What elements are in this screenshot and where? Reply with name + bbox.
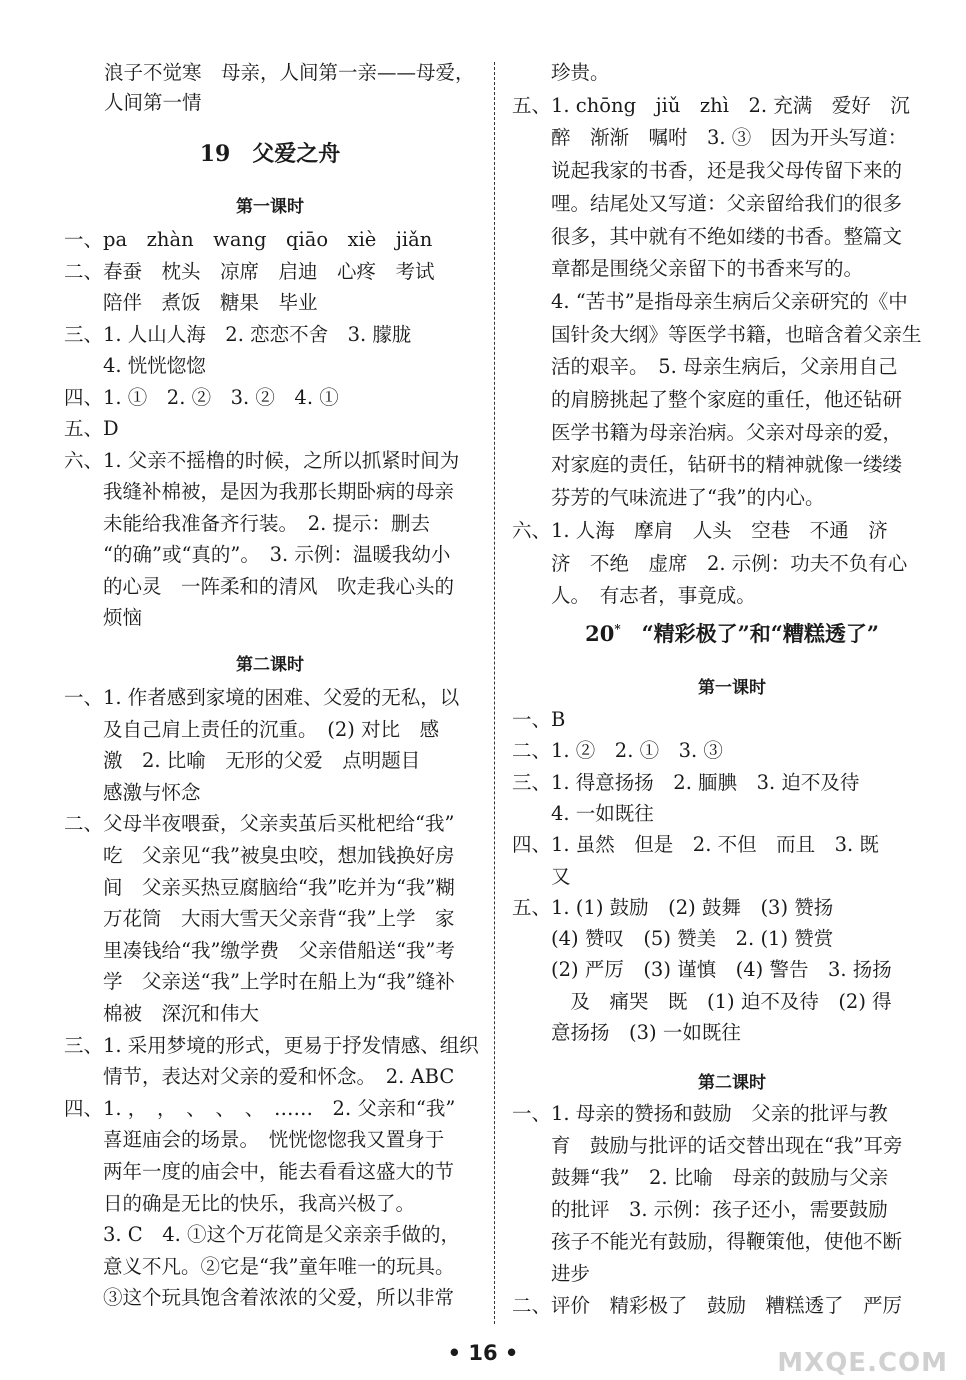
text-line: 鼓舞“我” 2. 比喻 母亲的鼓励与父亲 [512,1166,889,1189]
text-line: 感激与怀念 [64,780,201,804]
page-number: • 16 • [447,1341,519,1365]
text-line: 学 父亲送“我”上学时在船上为“我”缝补 [64,970,455,994]
text-line: 烦恼 [64,606,143,629]
text-line: 五、1. chōng jiǔ zhì 2. 充满 爱好 沉 [512,93,910,117]
text-line: 棉被 深沉和伟大 [64,1002,260,1025]
text-line: 说起我家的书香，还是我父母传留下来的 [512,159,903,183]
text-line: 的心灵 一阵柔和的清风 吹走我心头的 [64,574,455,598]
text-line: 4. “苦书”是指母亲生病后父亲研究的《中 [512,289,908,313]
section-heading: 第一课时 [698,678,766,698]
text-line: 万花筒 大雨大雪天父亲背“我”上学 家 [64,907,455,931]
text-line: 又 [512,864,571,888]
text-line: 六、1. 人海 摩肩 人头 空巷 不通 济 [512,518,888,542]
text-line: 三、1. 采用梦境的形式，更易于抒发情感、组织 [64,1033,479,1057]
text-line: 未能给我准备齐行装。 2. 提示：删去 [64,511,431,535]
text-line: 医学书籍为母亲治病。父亲对母亲的爱， [512,420,903,444]
text-line: 我缝补棉被，是因为我那长期卧病的母亲 [64,480,455,503]
text-line: 育 鼓励与批评的话交替出现在“我”耳旁 [512,1134,903,1157]
text-line: 三、1. 得意扬扬 2. 腼腆 3. 迫不及待 [512,770,860,794]
section-heading: 第二课时 [236,655,304,675]
text-line: 芬芳的气味流进了“我”的内心。 [512,486,825,510]
text-line: 二、评价 精彩极了 鼓励 糟糕透了 严厉 [512,1294,903,1317]
text-line: 及自己肩上责任的沉重。 (2) 对比 感 [64,717,440,741]
text-line: 及 痛哭 既 (1) 迫不及待 (2) 得 [512,989,892,1013]
optional-mark: * [614,622,621,636]
watermark: MXQE.COM [777,1348,948,1378]
text-line: 里凑钱给“我”缴学费 父亲借船送“我”考 [64,938,455,962]
lesson-title: 19 父爱之舟 [199,141,341,167]
text-line: 浪子不觉寒 母亲，人间第一亲——母爱， [104,61,475,84]
column-divider [494,62,495,1324]
text-line: 情节，表达对父亲的爱和怀念。 2. ABC [64,1065,455,1089]
text-line: 吃 父亲见“我”被臭虫咬，想加钱换好房 [64,844,455,867]
lesson-name: “精彩极了”和“糟糕透了” [641,621,879,646]
text-line: 三、1. 人山人海 2. 恋恋不舍 3. 朦胧 [64,322,412,346]
text-line: 陪伴 煮饭 糖果 毕业 [64,291,318,314]
text-line: ③这个玩具饱含着浓浓的父爱，所以非常 [64,1286,455,1310]
text-line: 人间第一情 [104,91,202,114]
text-line: 四、1. 虽然 但是 2. 不但 而且 3. 既 [512,833,879,857]
text-line: 4. 一如既往 [512,801,654,825]
text-line: (2) 严厉 (3) 谨慎 (4) 警告 3. 扬扬 [512,958,892,982]
text-line: 很多，其中就有不绝如缕的书香。整篇文 [512,224,903,248]
section-heading: 第二课时 [698,1073,766,1093]
text-line: 的肩膀挑起了整个家庭的重任，他还钻研 [512,388,903,411]
text-line: 珍贵。 [512,61,610,84]
text-line: 两年一度的庙会中，能去看看这盛大的节 [64,1160,455,1183]
text-line: 四、1. ① 2. ② 3. ② 4. ① [64,385,339,409]
text-line: 意扬扬 (3) 一如既往 [512,1021,741,1044]
text-line: 意义不凡。②它是“我”童年唯一的玩具。 [64,1254,455,1278]
text-line: 日的确是无比的快乐，我高兴极了。 [64,1191,416,1215]
text-line: 济 不绝 虚席 2. 示例：功夫不负有心 [512,551,908,575]
text-line: 四、1. ， ， 、 、 、 …… 2. 父亲和“我” [64,1096,456,1120]
text-line: 六、1. 父亲不摇橹的时候，之所以抓紧时间为 [64,448,460,472]
text-line: 章都是围绕父亲留下的书香来写的。 [512,257,864,281]
text-line: 活的艰辛。 5. 母亲生病后，父亲用自己 [512,355,898,379]
text-line: 一、1. 作者感到家境的困难、父爱的无私，以 [64,686,460,709]
text-line: 哩。结尾处又写道：父亲留给我们的很多 [512,191,903,215]
text-line: 孩子不能光有鼓励，得鞭策他，使他不断 [512,1230,903,1253]
text-line: 国针灸大纲》等医学书籍，也暗含着父亲生 [512,322,922,346]
text-line: 的批评 3. 示例：孩子还小，需要鼓励 [512,1198,888,1221]
text-line: 人。 有志者，事竟成。 [512,584,756,608]
text-line: 二、春蚕 枕头 凉席 启迪 心疼 考试 [64,259,435,283]
section-heading: 第一课时 [236,197,304,217]
text-line: “的确”或“真的”。 3. 示例：温暖我幼小 [64,543,451,566]
text-line: 3. C 4. ①这个万花筒是父亲亲手做的， [64,1223,461,1247]
text-line: 二、父母半夜喂蚕，父亲卖茧后买枇杷给“我” [64,812,455,836]
text-line: 五、1. (1) 鼓励 (2) 鼓舞 (3) 赞扬 [512,895,834,919]
text-line: 一、pa zhàn wang qiāo xiè jiǎn [64,228,433,251]
text-line: 醉 渐渐 嘱咐 3. ③ 因为开头写道： [512,126,908,150]
text-line: 间 父亲买热豆腐脑给“我”吃并为“我”糊 [64,875,455,899]
text-line: 进步 [512,1262,591,1285]
text-line: 一、1. 母亲的赞扬和鼓励 父亲的批评与教 [512,1102,888,1125]
text-line: 4. 恍恍惚惚 [64,354,206,377]
text-line: 激 2. 比喻 无形的父爱 点明题目 [64,749,421,773]
text-line: (4) 赞叹 (5) 赞美 2. (1) 赞赏 [512,927,834,951]
lesson-title [498,618,966,648]
text-line: 喜逛庙会的场景。 恍恍惚惚我又置身于 [64,1128,445,1152]
text-line: 对家庭的责任，钻研书的精神就像一缕缕 [512,453,903,477]
text-line: 五、D [64,417,119,440]
text-line: 二、1. ② 2. ① 3. ③ [512,739,723,763]
lesson-number: 20 [585,621,615,646]
text-line: 一、B [512,708,566,731]
